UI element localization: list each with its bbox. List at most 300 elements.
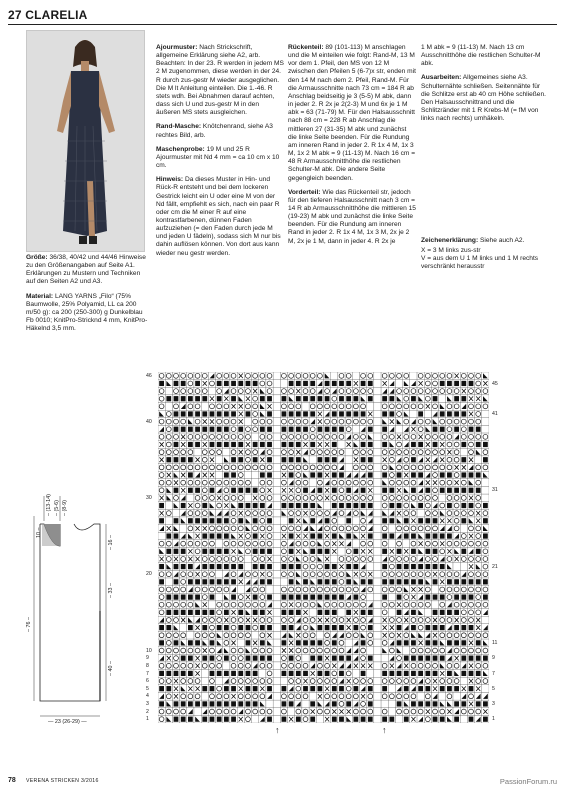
purl-stitch-mark <box>231 717 236 722</box>
chart-cell <box>273 616 280 624</box>
dim-slit: – 40 – <box>108 661 114 676</box>
chart-cell <box>324 372 331 380</box>
purl-stitch-mark <box>425 518 430 523</box>
chart-cell <box>309 692 316 700</box>
chart-cell <box>223 662 230 670</box>
chart-cell <box>467 464 474 472</box>
purl-stitch-mark <box>282 610 287 615</box>
chart-cell <box>410 410 417 418</box>
purl-stitch-mark <box>461 503 466 508</box>
symbol-v-legend: V = aus dem U 1 M links und 1 M rechts verschränkt herausstr <box>421 254 539 270</box>
purl-stitch-mark <box>454 640 459 645</box>
purl-stitch-mark <box>217 381 222 386</box>
purl-stitch-mark <box>353 411 358 416</box>
purl-stitch-mark <box>397 579 402 584</box>
chart-cell <box>367 593 374 601</box>
purl-stitch-mark <box>332 381 337 386</box>
purl-stitch-mark <box>461 640 466 645</box>
purl-stitch-mark <box>339 503 344 508</box>
chart-cell <box>403 540 410 548</box>
purl-stitch-mark <box>188 442 193 447</box>
purl-stitch-mark <box>296 442 301 447</box>
chart-cell <box>374 609 381 617</box>
purl-stitch-mark <box>296 717 301 722</box>
ausarb-text: Allgemeines siehe A3. Schulternähte schließen. Seitennähte für die Schlitze erst ab 40 cm Höhe schließen. Den Halsausschnittrand und die Schlitzränder mit 1 R Krebs-M (= fM von links nach rechts) umhäkeln. <box>421 74 546 123</box>
purl-stitch-mark <box>476 640 481 645</box>
chart-cell <box>374 548 381 556</box>
purl-stitch-mark <box>483 656 488 661</box>
purl-stitch-mark <box>310 656 315 661</box>
purl-stitch-mark <box>289 427 294 432</box>
purl-stitch-mark <box>195 381 200 386</box>
hinweis-label: Hinweis: <box>156 176 184 184</box>
chart-cell <box>352 578 359 586</box>
chart-cell <box>331 372 338 380</box>
chart-cell <box>273 395 280 403</box>
purl-stitch-mark <box>332 533 337 538</box>
chart-cell <box>431 601 438 609</box>
purl-stitch-mark <box>231 396 236 401</box>
purl-stitch-mark <box>282 625 287 630</box>
chart-cell <box>345 647 352 655</box>
chart-cell <box>273 517 280 525</box>
purl-stitch-mark <box>346 533 351 538</box>
purl-stitch-mark <box>332 701 337 706</box>
purl-stitch-mark <box>310 411 315 416</box>
chart-cell <box>352 486 359 494</box>
purl-stitch-mark <box>339 594 344 599</box>
dim-neck-2: – (5-6) <box>54 500 60 516</box>
chart-cell <box>374 517 381 525</box>
purl-stitch-mark <box>296 610 301 615</box>
purl-stitch-mark <box>260 549 265 554</box>
purl-stitch-mark <box>224 579 229 584</box>
purl-stitch-mark <box>310 640 315 645</box>
purl-stitch-mark <box>440 610 445 615</box>
purl-stitch-mark <box>253 533 258 538</box>
purl-stitch-mark <box>361 717 366 722</box>
chart-cell <box>216 639 223 647</box>
purl-stitch-mark <box>440 472 445 477</box>
purl-stitch-mark <box>361 640 366 645</box>
purl-stitch-mark <box>253 488 258 493</box>
purl-stitch-mark <box>411 701 416 706</box>
purl-stitch-mark <box>267 717 272 722</box>
purl-stitch-mark <box>433 717 438 722</box>
chart-cell <box>467 517 474 525</box>
purl-stitch-mark <box>181 671 186 676</box>
purl-stitch-mark <box>296 671 301 676</box>
chart-cell <box>273 403 280 411</box>
chart-cell <box>273 433 280 441</box>
purl-stitch-mark <box>454 610 459 615</box>
purl-stitch-mark <box>267 518 272 523</box>
purl-stitch-mark <box>318 533 323 538</box>
website-watermark: PassionForum.ru <box>499 777 557 786</box>
purl-stitch-mark <box>267 625 272 630</box>
chart-cell <box>374 525 381 533</box>
purl-stitch-mark <box>296 564 301 569</box>
purl-stitch-mark <box>217 579 222 584</box>
chart-cell <box>439 662 446 670</box>
purl-stitch-mark <box>267 549 272 554</box>
purl-stitch-mark <box>289 579 294 584</box>
purl-stitch-mark <box>282 396 287 401</box>
purl-stitch-mark <box>440 686 445 691</box>
purl-stitch-mark <box>361 442 366 447</box>
chart-row-number-left: 10 <box>146 647 152 654</box>
purl-stitch-mark <box>469 717 474 722</box>
purl-stitch-mark <box>346 564 351 569</box>
purl-stitch-mark <box>397 564 402 569</box>
purl-stitch-mark <box>461 625 466 630</box>
purl-stitch-mark <box>339 427 344 432</box>
cont-text: 1 M abk = 9 (11-13) M. Nach 13 cm Ausschnitthöhe die restlichen Schulter-M abk. <box>421 44 541 68</box>
chart-cell <box>331 555 338 563</box>
chart-cell <box>374 670 381 678</box>
chart-cell <box>194 616 201 624</box>
purl-stitch-mark <box>296 594 301 599</box>
chart-cell <box>395 647 402 655</box>
purl-stitch-mark <box>397 640 402 645</box>
purl-stitch-mark <box>181 610 186 615</box>
purl-stitch-mark <box>461 442 466 447</box>
chart-cell <box>165 403 172 411</box>
chart-cell <box>273 654 280 662</box>
purl-stitch-mark <box>238 518 243 523</box>
purl-stitch-mark <box>253 594 258 599</box>
chart-cell <box>475 448 482 456</box>
purl-stitch-mark <box>382 717 387 722</box>
purl-stitch-mark <box>174 549 179 554</box>
chart-cell <box>194 708 201 716</box>
purl-stitch-mark <box>368 533 373 538</box>
purl-stitch-mark <box>224 427 229 432</box>
chart-row-number-left: 4 <box>146 693 149 700</box>
chart-cell <box>295 578 302 586</box>
purl-stitch-mark <box>447 488 452 493</box>
chart-cell <box>403 647 410 655</box>
purl-stitch-mark <box>318 488 323 493</box>
purl-stitch-mark <box>447 610 452 615</box>
purl-stitch-mark <box>454 427 459 432</box>
purl-stitch-mark <box>246 381 251 386</box>
purl-stitch-mark <box>411 533 416 538</box>
chart-cell <box>244 418 251 426</box>
purl-stitch-mark <box>433 610 438 615</box>
chart-cell <box>374 563 381 571</box>
chart-cell <box>302 471 309 479</box>
purl-stitch-mark <box>188 671 193 676</box>
chart-cell <box>237 586 244 594</box>
purl-stitch-mark <box>325 518 330 523</box>
purl-stitch-mark <box>332 411 337 416</box>
purl-stitch-mark <box>318 457 323 462</box>
chart-cell <box>410 502 417 510</box>
purl-stitch-mark <box>202 564 207 569</box>
chart-cell <box>374 509 381 517</box>
chart-cell <box>453 670 460 678</box>
purl-stitch-mark <box>195 396 200 401</box>
chart-cell <box>273 670 280 678</box>
purl-stitch-mark <box>303 396 308 401</box>
pattern-title: 27 CLARELIA <box>8 8 88 22</box>
purl-stitch-mark <box>461 396 466 401</box>
purl-stitch-mark <box>224 701 229 706</box>
purl-stitch-mark <box>353 503 358 508</box>
purl-stitch-mark <box>404 671 409 676</box>
chart-cell <box>316 715 323 723</box>
purl-stitch-mark <box>454 717 459 722</box>
chart-cell <box>482 616 489 624</box>
purl-stitch-mark <box>289 701 294 706</box>
chart-cell <box>273 700 280 708</box>
chart-cell <box>439 403 446 411</box>
chart-cell <box>374 555 381 563</box>
chart-cell <box>158 548 165 556</box>
purl-stitch-mark <box>461 518 466 523</box>
chart-cell <box>482 418 489 426</box>
purl-stitch-mark <box>433 396 438 401</box>
chart-cell <box>374 380 381 388</box>
purl-stitch-mark <box>476 671 481 676</box>
chart-cell <box>352 639 359 647</box>
purl-stitch-mark <box>440 564 445 569</box>
chart-cell <box>288 479 295 487</box>
purl-stitch-mark <box>440 717 445 722</box>
chart-cell <box>273 570 280 578</box>
dress-photo-illustration <box>27 31 144 251</box>
chart-cell <box>244 563 251 571</box>
chart-cell <box>460 570 467 578</box>
chart-cell <box>352 517 359 525</box>
purl-stitch-mark <box>346 610 351 615</box>
chart-cell <box>374 486 381 494</box>
chart-cell <box>165 517 172 525</box>
purl-stitch-mark <box>188 472 193 477</box>
purl-stitch-mark <box>289 671 294 676</box>
purl-stitch-mark <box>411 564 416 569</box>
chart-cell <box>244 555 251 563</box>
purl-stitch-mark <box>476 472 481 477</box>
chart-cell <box>223 647 230 655</box>
purl-stitch-mark <box>210 579 215 584</box>
garment-schematic <box>14 486 126 731</box>
dim-total-length: – 76 – <box>26 617 32 632</box>
purl-stitch-mark <box>433 671 438 676</box>
purl-stitch-mark <box>433 594 438 599</box>
purl-stitch-mark <box>483 579 488 584</box>
purl-stitch-mark <box>217 427 222 432</box>
chart-cell <box>431 692 438 700</box>
purl-stitch-mark <box>174 671 179 676</box>
purl-stitch-mark <box>454 396 459 401</box>
chart-cell <box>374 441 381 449</box>
purl-stitch-mark <box>282 594 287 599</box>
purl-stitch-mark <box>418 686 423 691</box>
purl-stitch-mark <box>174 442 179 447</box>
material-label: Material: <box>26 292 54 300</box>
purl-stitch-mark <box>224 381 229 386</box>
chart-cell <box>482 670 489 678</box>
chart-cell <box>180 532 187 540</box>
chart-row-number-left: 1 <box>146 716 149 723</box>
chart-cell <box>367 563 374 571</box>
chart-cell <box>431 456 438 464</box>
purl-stitch-mark <box>202 656 207 661</box>
purl-stitch-mark <box>476 701 481 706</box>
purl-stitch-mark <box>339 671 344 676</box>
chart-row-number-left: 5 <box>146 685 149 692</box>
chart-cell <box>374 624 381 632</box>
purl-stitch-mark <box>346 518 351 523</box>
purl-stitch-mark <box>210 594 215 599</box>
purl-stitch-mark <box>411 579 416 584</box>
purl-stitch-mark <box>253 671 258 676</box>
purl-stitch-mark <box>303 411 308 416</box>
purl-stitch-mark <box>174 488 179 493</box>
purl-stitch-mark <box>461 381 466 386</box>
purl-stitch-mark <box>231 579 236 584</box>
chart-cell <box>403 380 410 388</box>
purl-stitch-mark <box>296 427 301 432</box>
chart-cell <box>273 555 280 563</box>
purl-stitch-mark <box>325 549 330 554</box>
purl-stitch-mark <box>382 427 387 432</box>
purl-stitch-mark <box>425 625 430 630</box>
chart-cell <box>273 548 280 556</box>
chart-cell <box>273 425 280 433</box>
chart-cell <box>345 456 352 464</box>
purl-stitch-mark <box>397 594 402 599</box>
chart-cell <box>388 593 395 601</box>
chart-cell <box>338 441 345 449</box>
purl-stitch-mark <box>440 594 445 599</box>
chart-cell <box>453 532 460 540</box>
purl-stitch-mark <box>440 381 445 386</box>
chart-cell <box>302 403 309 411</box>
purl-stitch-mark <box>476 427 481 432</box>
chart-cell <box>374 654 381 662</box>
chart-cell <box>424 609 431 617</box>
purl-stitch-mark <box>174 533 179 538</box>
purl-stitch-mark <box>188 625 193 630</box>
purl-stitch-mark <box>238 488 243 493</box>
chart-cell <box>273 448 280 456</box>
purl-stitch-mark <box>260 427 265 432</box>
chart-cell <box>194 471 201 479</box>
purl-stitch-mark <box>210 686 215 691</box>
purl-stitch-mark <box>166 457 171 462</box>
purl-stitch-mark <box>210 717 215 722</box>
purl-stitch-mark <box>195 442 200 447</box>
purl-stitch-mark <box>454 488 459 493</box>
purl-stitch-mark <box>483 717 488 722</box>
chart-cell <box>309 578 316 586</box>
chart-cell <box>345 639 352 647</box>
purl-stitch-mark <box>433 549 438 554</box>
purl-stitch-mark <box>454 411 459 416</box>
chart-cell <box>374 662 381 670</box>
chart-cell <box>338 662 345 670</box>
purl-stitch-mark <box>346 656 351 661</box>
purl-stitch-mark <box>202 701 207 706</box>
purl-stitch-mark <box>425 640 430 645</box>
purl-stitch-mark <box>325 564 330 569</box>
purl-stitch-mark <box>411 671 416 676</box>
chart-cell <box>273 479 280 487</box>
chart-cell <box>374 685 381 693</box>
chart-cell <box>345 593 352 601</box>
purl-stitch-mark <box>433 640 438 645</box>
purl-stitch-mark <box>411 488 416 493</box>
purl-stitch-mark <box>253 656 258 661</box>
purl-stitch-mark <box>210 518 215 523</box>
chart-cell <box>403 609 410 617</box>
purl-stitch-mark <box>404 579 409 584</box>
chart-cell <box>424 578 431 586</box>
chart-cell <box>273 715 280 723</box>
purl-stitch-mark <box>483 701 488 706</box>
chart-cell <box>482 639 489 647</box>
chart-cell <box>216 647 223 655</box>
chart-cell <box>439 639 446 647</box>
chart-cell <box>359 563 366 571</box>
purl-stitch-mark <box>181 411 186 416</box>
chart-cell <box>273 692 280 700</box>
chart-cell <box>208 601 215 609</box>
purl-stitch-mark <box>289 594 294 599</box>
chart-cell <box>259 670 266 678</box>
purl-stitch-mark <box>447 686 452 691</box>
chart-cell <box>180 624 187 632</box>
purl-stitch-mark <box>318 686 323 691</box>
purl-stitch-mark <box>476 488 481 493</box>
chart-cell <box>158 616 165 624</box>
purl-stitch-mark <box>361 610 366 615</box>
purl-stitch-mark <box>382 533 387 538</box>
purl-stitch-mark <box>217 518 222 523</box>
chart-cell <box>460 525 467 533</box>
chart-cell <box>410 631 417 639</box>
purl-stitch-mark <box>440 533 445 538</box>
purl-stitch-mark <box>188 656 193 661</box>
purl-stitch-mark <box>469 625 474 630</box>
chart-cell <box>431 502 438 510</box>
purl-stitch-mark <box>447 579 452 584</box>
chart-cell <box>446 624 453 632</box>
purl-stitch-mark <box>425 533 430 538</box>
chart-cell <box>453 563 460 571</box>
purl-stitch-mark <box>332 472 337 477</box>
chart-cell <box>158 410 165 418</box>
chart-row-number-left: 30 <box>146 495 152 502</box>
purl-stitch-mark <box>224 549 229 554</box>
purl-stitch-mark <box>238 381 243 386</box>
purl-stitch-mark <box>296 411 301 416</box>
purl-stitch-mark <box>238 503 243 508</box>
purl-stitch-mark <box>210 533 215 538</box>
purl-stitch-mark <box>217 411 222 416</box>
chart-cell <box>316 380 323 388</box>
chart-cell <box>273 471 280 479</box>
chart-cell <box>424 410 431 418</box>
chart-cell <box>460 677 467 685</box>
chart-cell <box>374 700 381 708</box>
purl-stitch-mark <box>282 701 287 706</box>
chart-row-number-left: 2 <box>146 708 149 715</box>
purl-stitch-mark <box>483 442 488 447</box>
